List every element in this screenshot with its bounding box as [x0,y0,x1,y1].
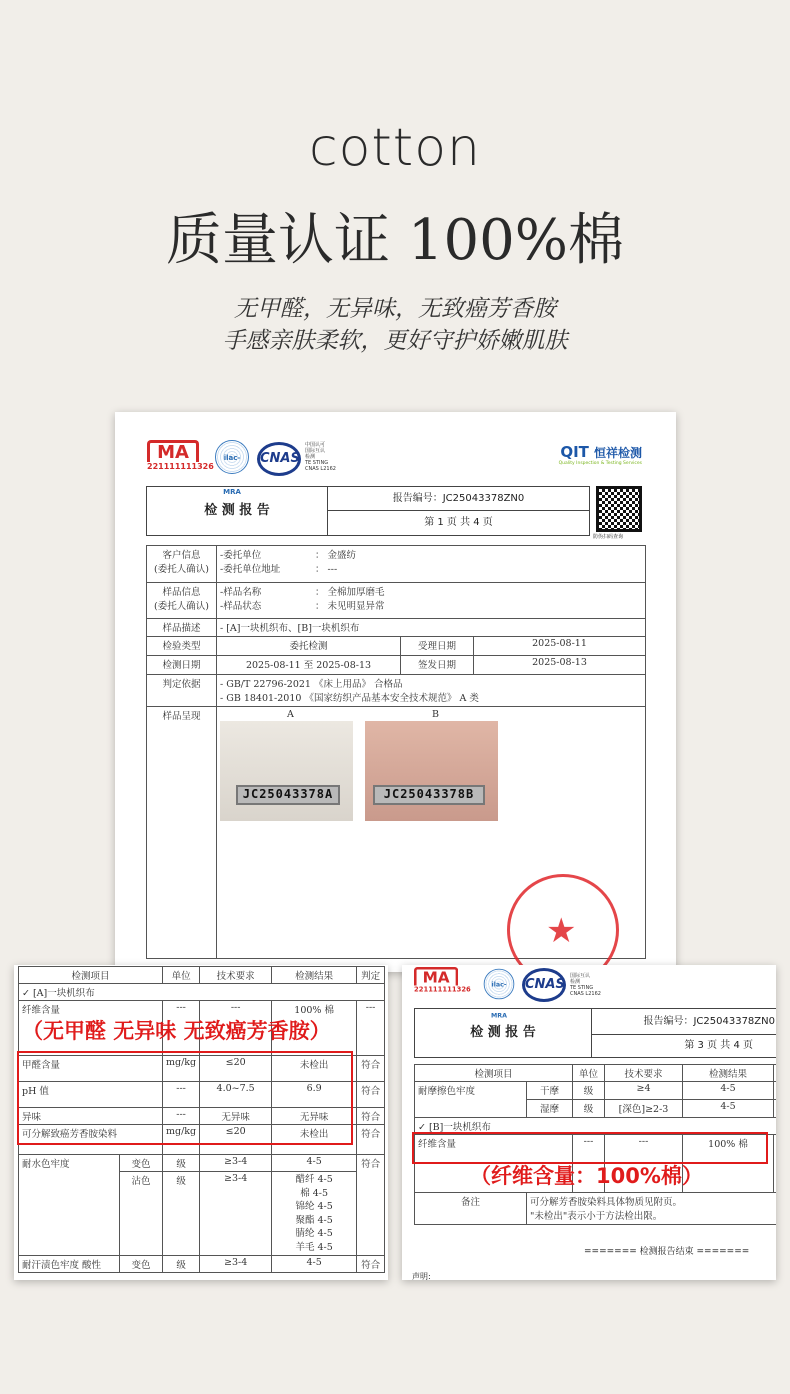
cma-logo [414,967,471,993]
rows-photo-b: B [432,709,439,720]
page3-note1: 可分解芳香胺染料具体物质见附页。 [530,1197,683,1208]
sample-photo-b [365,721,498,821]
cnas-note-2: 检测 [305,454,316,460]
rows-basis2: - GB 18401-2010 《国家纺织产品基本安全技术规范》 A 类 [220,693,479,704]
4-unit: mg/kg [163,1125,200,1155]
fiber-req: --- [605,1135,683,1193]
rows-basis1: - GB/T 22796-2021 《床上用品》 合格品 [220,679,403,690]
fibers-0: 醋纤 4-5 [295,1174,333,1185]
chinese-title: 质量认证 100%棉 [166,208,624,273]
rows-client-unit: ： 金盛纺 [315,550,357,561]
page2-section: ✓ [A]一块机织布 [19,984,385,1001]
headers-0: 检测项目 [19,967,163,984]
highlight-box [17,1051,353,1145]
water-req: ≥3-4 [200,1172,272,1256]
report-header-3 [414,1008,776,1058]
rows-issued-label: 签发日期 [401,656,474,675]
2-req: 4.0~7.5 [200,1082,272,1108]
sweat-verdict: 符合 [357,1256,385,1273]
callout-safety: （无甲醛 无异味 无致癌芳香胺） [22,1019,331,1043]
1-verdict: 符合 [357,1056,385,1082]
qit-logo [559,442,642,466]
page3-note2: "未检出"表示小于方法检出限。 [530,1211,663,1222]
rub-wet: 湿摩 [527,1100,573,1118]
1-item: 甲醛含量 [19,1056,163,1082]
rub-dry-req: ≥4 [605,1082,683,1100]
rows-client-addr: ： --- [315,564,338,575]
official-stamp: ★ [507,874,619,972]
fiber-item: 纤维含量 [415,1135,573,1193]
rows-desc: - [A]一块机织布、[B]一块机织布 [217,619,646,637]
rows-issued: 2025-08-13 [474,656,646,675]
tagline-2: 手感亲肤柔软，更好守护娇嫩肌肤 [222,328,568,354]
report-header [146,486,590,536]
2-result: 6.9 [272,1082,357,1108]
cnas-note-4: CNAS L2162 [570,991,601,997]
page3-page: 第 3 页 共 4 页 [684,1040,753,1051]
rows-client-unit-label: -委托单位 [220,550,262,561]
headers-3: 检测结果 [272,967,357,984]
3-req: 无异味 [200,1108,272,1125]
water-req: ≥3-4 [200,1155,272,1172]
fibers-5: 羊毛 4-5 [295,1241,333,1253]
rows-sample-label: 样品信息 (委托人确认) [147,583,217,619]
rub-item: 耐摩擦色牢度 [415,1082,527,1118]
rub-dry: 干摩 [527,1082,573,1100]
logos-qit-tagline: Quality Inspection & Testing Services [558,461,642,466]
fibers-2: 锦纶 4-5 [295,1201,333,1212]
rows-client-label: 客户信息 (委托人确认) [147,546,217,583]
headers-0: 检测项目 [415,1065,573,1082]
rub-dry-res: 4-5 [683,1082,774,1100]
3-item: 异味 [19,1108,163,1125]
sweat-unit: 级 [163,1256,200,1273]
ilac-logo: ilac-MRA [484,969,515,1000]
report-page-3 [402,965,776,1280]
qr-code[interactable] [596,486,642,532]
2-unit: --- [163,1082,200,1108]
logos-cma-number: 221111111326 [147,462,214,471]
2-verdict: 符合 [357,1082,385,1108]
page3-declare: 声明: [412,1272,431,1280]
sample-photo-a [220,721,353,821]
logos-cma-text: MA [147,440,199,462]
rows-tag-b: JC25043378B [373,785,485,805]
cnas-note-4: CNAS L2162 [305,466,336,472]
callout-fiber: （纤维含量：100%棉） [470,1164,703,1188]
english-title: cotton [309,118,481,178]
4-req: ≤20 [200,1125,272,1155]
ilac-logo: ilac-MRA [215,440,249,474]
0-item: 纤维含量 [19,1001,163,1056]
rub-unit: 级 [573,1082,605,1100]
rows-test-date-label: 检测日期 [147,656,217,675]
fibers-4: 腈纶 4-5 [295,1228,333,1239]
tagline-1: 无甲醛，无异味，无致癌芳香胺 [234,296,556,322]
rub-unit: 级 [573,1100,605,1118]
rows-desc-label: 样品描述 [147,619,217,637]
fibers-3: 聚酯 4-5 [295,1214,333,1226]
sweat-item: 耐汗渍色牢度 [22,1260,80,1271]
4-item: 可分解致癌芳香胺染料 [19,1125,163,1155]
headers-2: 技术要求 [200,967,272,984]
report-title: 检 测 报 告 [147,487,328,535]
headers-4: 判定 [357,967,385,984]
0-result: 100% 棉 [272,1001,357,1056]
headers-3: 检测结果 [683,1065,774,1082]
1-req: ≤20 [200,1056,272,1082]
3-unit: --- [163,1108,200,1125]
sweat-req: ≥3-4 [200,1256,272,1273]
1-unit: mg/kg [163,1056,200,1082]
rows-received-label: 受理日期 [401,637,474,656]
cnas-note-3: TE STING [305,460,329,466]
headers-1: 单位 [163,967,200,984]
fiber-result: 100% 棉 [683,1135,774,1193]
sweat-acid: 酸性 [82,1260,102,1271]
rows-photo-label: 样品呈现 [147,707,217,959]
water-unit: 级 [163,1155,200,1172]
0-unit: --- [163,1001,200,1056]
water-verdict: 符合 [357,1155,385,1256]
logos-cma-text: MA [414,967,458,986]
rows-sample-state: ： 未见明显异常 [315,601,385,612]
logos-qit: QIT [560,443,589,461]
cnas-note [305,442,336,472]
page3-title: 检 测 报 告 [415,1009,592,1057]
cnas-note-0: 中国认可 [305,442,326,448]
rows-test-date: 2025-08-11 至 2025-08-13 [217,656,401,675]
cnas-logo: CNAS [522,968,566,1002]
report-page-2 [14,965,388,1280]
sweat-result: 4-5 [272,1256,357,1273]
rows-received: 2025-08-11 [474,637,646,656]
cnas-note-2: 检测 [570,979,581,985]
rub-wet-res: 4-5 [683,1100,774,1118]
fibers-1: 棉 4-5 [300,1187,329,1199]
report-page-1 [115,412,676,972]
4-result: 未检出 [272,1125,357,1155]
headers-1: 单位 [573,1065,605,1082]
water-unit: 级 [163,1172,200,1256]
qr-caption: 防伪扫码查询 [593,534,624,540]
rows-sample-state-label: -样品状态 [220,601,262,612]
water-item: 耐水色牢度 [19,1155,120,1256]
cnas-note-3: TE STING [570,985,594,991]
table-row [19,1256,385,1273]
report-page: 第 1 页 共 4 页 [424,517,493,528]
4-verdict: 符合 [357,1125,385,1155]
page3-number: 报告编号：JC25043378ZN0 [592,1009,776,1035]
2-item: pH 值 [19,1082,163,1108]
highlight-box [412,1132,768,1164]
1-result: 未检出 [272,1056,357,1082]
rows-photo-a: A [287,709,294,720]
headers-2: 技术要求 [605,1065,683,1082]
rows-client-addr-label: -委托单位地址 [220,564,281,575]
rows-sample-name-label: -样品名称 [220,587,262,598]
cnas-note-1: 国际互认 [305,448,326,454]
rows-basis-label: 判定依据 [147,675,217,707]
logos-cma-number: 221111111326 [414,985,471,994]
rows-tag-a: JC25043378A [236,785,340,805]
0-req: --- [200,1001,272,1056]
3-result: 无异味 [272,1108,357,1125]
report-number: 报告编号：JC25043378ZN0 [328,487,589,511]
0-verdict: --- [357,1001,385,1056]
rows-sample-name: ： 全棉加厚磨毛 [315,587,385,598]
fiber-unit: --- [573,1135,605,1193]
water-sub2: 沾色 [120,1172,163,1256]
report-end: ======= 检测报告结束 ======= [584,1247,750,1257]
rows-type-label: 检验类型 [147,637,217,656]
cnas-logo: CNAS [257,442,301,476]
rub-wet-req: [深色]≥2-3 [605,1100,683,1118]
cma-logo [147,440,214,471]
sweat-sub1: 变色 [120,1256,163,1273]
cnas-note-1: 国际互认 [570,973,591,979]
water-result1: 4-5 [272,1155,357,1172]
3-verdict: 符合 [357,1108,385,1125]
logos-qit-name: 恒祥检测 [593,446,642,460]
page3-note-label: 备注 [415,1193,527,1225]
page3-section: ✓ [B]一块机织布 [415,1118,777,1135]
rows-type: 委托检测 [217,637,401,656]
water-sub1: 变色 [120,1155,163,1172]
